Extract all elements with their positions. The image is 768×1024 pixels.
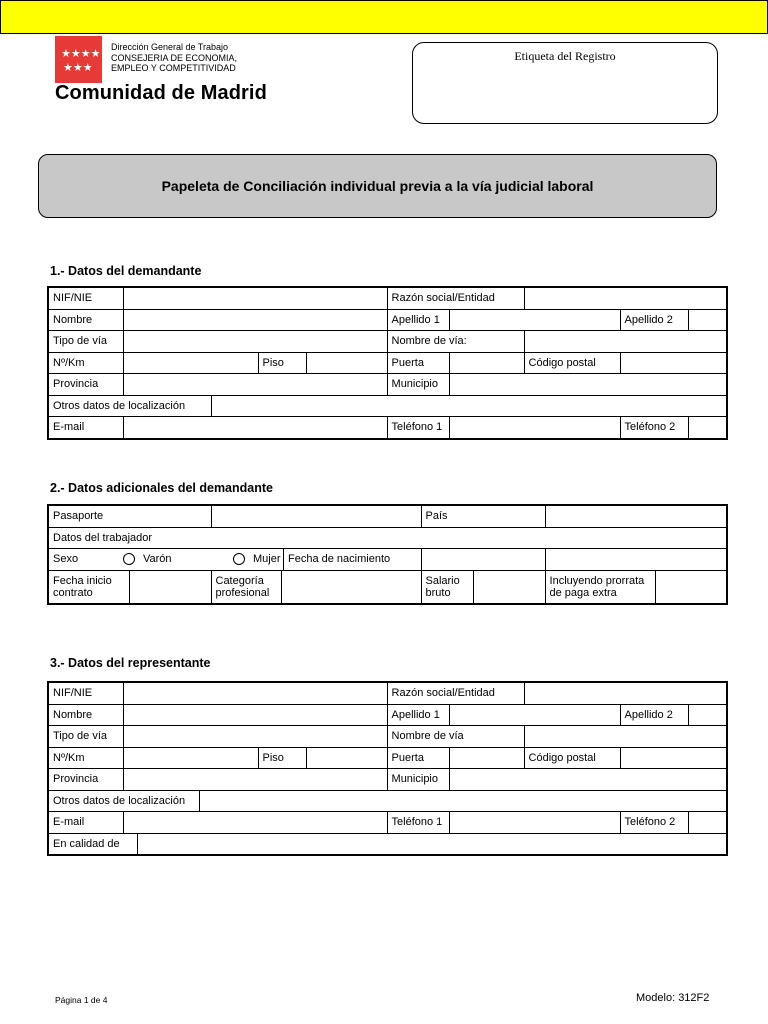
rep-label-provincia: Provincia (48, 769, 123, 791)
label-prorrata-line2: de paga extra (549, 586, 617, 599)
label-prorrata (545, 570, 655, 604)
label-telefono1: Teléfono 1 (387, 417, 449, 439)
rep-label-apellido1: Apellido 1 (387, 704, 449, 726)
rep-label-otros-datos: Otros datos de localización (49, 791, 200, 812)
label-varon: Varón (143, 553, 172, 566)
rep-nombre-via-field[interactable] (524, 726, 727, 748)
rep-piso-field[interactable] (306, 747, 387, 769)
sexo-row (48, 549, 421, 571)
org-department-lines (111, 42, 237, 74)
pais-field[interactable] (545, 505, 727, 527)
pasaporte-field[interactable] (211, 505, 421, 527)
top-yellow-bar (0, 0, 768, 34)
label-salario-line2: bruto (425, 586, 451, 599)
mujer-radio[interactable] (233, 553, 245, 565)
label-apellido2: Apellido 2 (621, 310, 689, 331)
rep-label-puerta: Puerta (387, 747, 449, 769)
rep-label-telefono2: Teléfono 2 (621, 812, 689, 833)
label-apellido1: Apellido 1 (387, 309, 449, 331)
otros-datos-row (48, 395, 727, 417)
label-categoria-line2: profesional (215, 586, 270, 599)
nombre-field[interactable] (123, 309, 387, 331)
org-name: Comunidad de Madrid (55, 82, 267, 104)
registry-label-box[interactable] (412, 42, 718, 124)
section3-table (47, 681, 728, 856)
telefono1-field[interactable] (449, 417, 620, 439)
rep-nif-field[interactable] (123, 682, 387, 704)
apellido1-field[interactable] (449, 309, 620, 331)
label-municipio: Municipio (387, 374, 449, 396)
en-calidad-row (48, 833, 727, 855)
telefono2-field[interactable] (689, 417, 727, 438)
rep-telefono2-group (620, 812, 727, 834)
label-tipo-via: Tipo de vía (48, 331, 123, 353)
rep-tipo-via-field[interactable] (123, 726, 387, 748)
label-datos-trabajador: Datos del trabajador (48, 527, 727, 549)
label-nombre-via: Nombre de vía: (387, 331, 524, 353)
rep-label-email: E-mail (48, 812, 123, 834)
rep-num-km-field[interactable] (123, 747, 258, 769)
apellido2-field[interactable] (689, 310, 727, 331)
label-pasaporte: Pasaporte (48, 505, 211, 527)
label-prorrata-line1: Incluyendo prorrata (549, 574, 645, 587)
rep-label-municipio: Municipio (387, 769, 449, 791)
rep-municipio-field[interactable] (449, 769, 727, 791)
municipio-field[interactable] (449, 374, 727, 396)
rep-label-num-km: Nº/Km (48, 747, 123, 769)
rep-telefono1-field[interactable] (449, 812, 620, 834)
rep-otros-datos-row (48, 790, 727, 812)
email-field[interactable] (123, 417, 387, 439)
rep-label-nombre-via: Nombre de vía (387, 726, 524, 748)
prorrata-field[interactable] (655, 570, 727, 604)
rep-label-nif: NIF/NIE (48, 682, 123, 704)
rep-label-apellido2: Apellido 2 (621, 705, 689, 726)
fecha-nacimiento-spacer (421, 549, 545, 571)
label-codigo-postal: Código postal (524, 352, 620, 374)
label-salario (421, 570, 473, 604)
codigo-postal-field[interactable] (620, 352, 727, 374)
label-piso: Piso (258, 352, 306, 374)
label-fecha-inicio (48, 570, 129, 604)
label-sexo: Sexo (53, 553, 79, 566)
rep-label-telefono1: Teléfono 1 (387, 812, 449, 834)
apellido2-group (620, 309, 727, 331)
rep-codigo-postal-field[interactable] (620, 747, 727, 769)
nif-field[interactable] (123, 287, 387, 309)
varon-radio[interactable] (123, 553, 135, 565)
rep-label-razon-social: Razón social/Entidad (387, 682, 524, 704)
label-salario-line1: Salario (425, 574, 460, 587)
label-categoria-line1: Categoría (215, 574, 264, 587)
label-otros-datos: Otros datos de localización (49, 396, 212, 417)
section1-title: 1.- Datos del demandante (50, 264, 202, 278)
rep-label-piso: Piso (258, 747, 306, 769)
section3-title: 3.- Datos del representante (50, 656, 211, 670)
form-title: Papeleta de Conciliación individual previa a la vía judicial laboral (161, 178, 594, 194)
label-mujer: Mujer (253, 553, 281, 566)
label-provincia: Provincia (48, 374, 123, 396)
model-code: Modelo: 312F2 (636, 992, 710, 1004)
rep-label-codigo-postal: Código postal (524, 747, 620, 769)
label-nombre: Nombre (48, 309, 123, 331)
piso-field[interactable] (306, 352, 387, 374)
rep-apellido2-group (620, 704, 727, 726)
label-telefono2: Teléfono 2 (621, 417, 689, 438)
label-categoria (211, 570, 281, 604)
rep-label-tipo-via: Tipo de vía (48, 726, 123, 748)
rep-email-field[interactable] (123, 812, 387, 834)
salario-field[interactable] (473, 570, 545, 604)
num-km-field[interactable] (123, 352, 258, 374)
rep-apellido2-field[interactable] (689, 705, 727, 726)
nombre-via-field[interactable] (524, 331, 727, 353)
form-title-box (38, 154, 717, 218)
label-pais: País (421, 505, 545, 527)
label-en-calidad: En calidad de (49, 834, 138, 855)
en-calidad-field[interactable] (138, 834, 726, 855)
label-razon-social: Razón social/Entidad (387, 287, 524, 309)
label-fecha-nacimiento: Fecha de nacimiento (283, 549, 421, 570)
page-number: Página 1 de 4 (55, 995, 108, 1005)
rep-label-nombre: Nombre (48, 704, 123, 726)
rep-razon-social-field[interactable] (524, 682, 727, 704)
rep-provincia-field[interactable] (123, 769, 387, 791)
rep-nombre-field[interactable] (123, 704, 387, 726)
rep-telefono2-field[interactable] (689, 812, 727, 833)
comunidad-madrid-flag-logo: ★★★★ ★★★ (55, 36, 102, 83)
section2-table (47, 504, 728, 605)
section2-title: 2.- Datos adicionales del demandante (50, 481, 273, 495)
label-fecha-inicio-line1: Fecha inicio (53, 574, 112, 587)
org-line-3: EMPLEO Y COMPETITIVIDAD (111, 63, 236, 73)
provincia-field[interactable] (123, 374, 387, 396)
section1-table (47, 286, 728, 440)
fecha-nacimiento-field[interactable] (545, 549, 727, 571)
registry-label: Etiqueta del Registro (514, 49, 616, 63)
fecha-inicio-field[interactable] (129, 570, 211, 604)
rep-puerta-field[interactable] (449, 747, 524, 769)
puerta-field[interactable] (449, 352, 524, 374)
org-line-1: Dirección General de Trabajo (111, 42, 229, 52)
label-fecha-inicio-line2: contrato (53, 586, 93, 599)
org-line-2: CONSEJERIA DE ECONOMIA, (111, 52, 238, 63)
otros-datos-field[interactable] (212, 396, 726, 417)
razon-social-field[interactable] (524, 287, 727, 309)
categoria-field[interactable] (281, 570, 421, 604)
tipo-via-field[interactable] (123, 331, 387, 353)
telefono2-group (620, 417, 727, 439)
label-email: E-mail (48, 417, 123, 439)
label-num-km: Nº/Km (48, 352, 123, 374)
label-puerta: Puerta (387, 352, 449, 374)
label-nif: NIF/NIE (48, 287, 123, 309)
rep-apellido1-field[interactable] (449, 704, 620, 726)
rep-otros-datos-field[interactable] (200, 791, 726, 812)
